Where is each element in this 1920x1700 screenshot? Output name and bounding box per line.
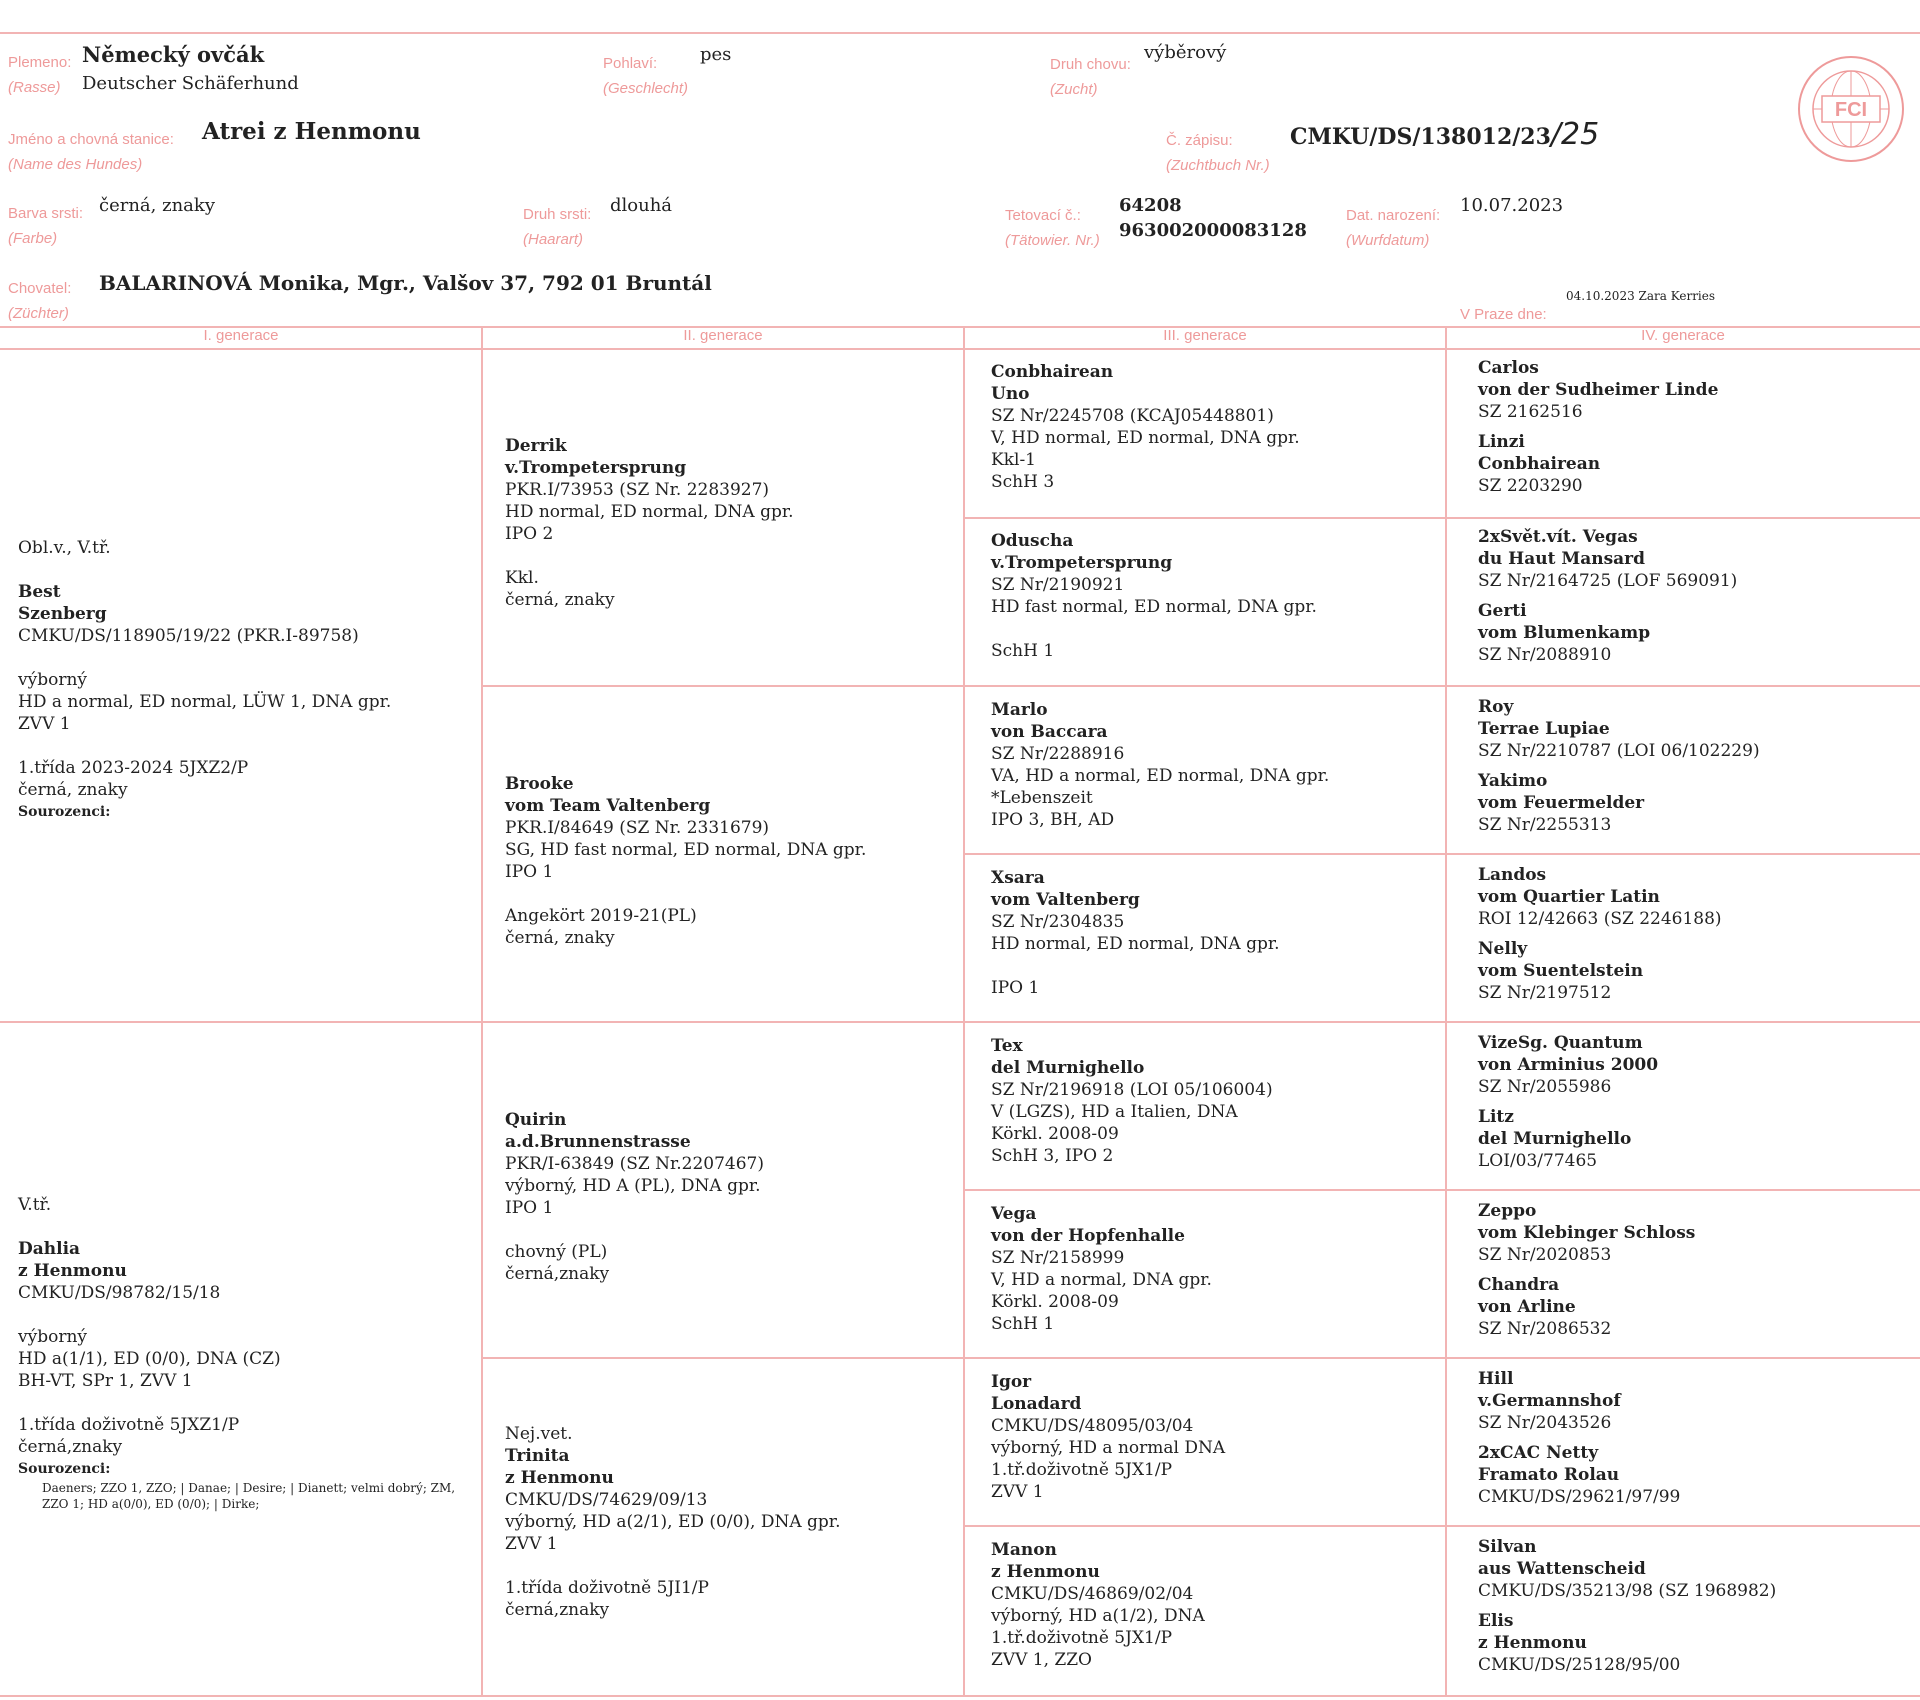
- studbook-number: CMKU/DS/138012/23/25: [1290, 117, 1600, 152]
- coat-type: dlouhá: [610, 195, 673, 216]
- gen-header-4: IV. generace: [1641, 327, 1725, 344]
- gen3-cell-4: Xsara vom Valtenberg SZ Nr/2304835 HD normal, ED normal, DNA gpr. IPO 1: [991, 868, 1280, 998]
- coat-color: černá, znaky: [99, 195, 215, 216]
- gen3-cell-5: Tex del Murnighello SZ Nr/2196918 (LOI 05/106004) V (LGZS), HD a Italien, DNA Körkl. 2008-09 SchH 3, IPO 2: [991, 1036, 1273, 1166]
- gen3-cell-3: Marlo von Baccara SZ Nr/2288916 VA, HD a normal, ED normal, DNA gpr. *Lebenszeit IPO 3, BH, AD: [991, 700, 1330, 830]
- gen3-cell-7: Igor Lonadard CMKU/DS/48095/03/04 výborný, HD a normal DNA 1.tř.doživotně 5JX1/P ZVV 1: [991, 1372, 1226, 1502]
- gen2-dam-sire: Quirin a.d.Brunnenstrasse PKR/I-63849 (SZ Nr.2207467) výborný, HD A (PL), DNA gpr. IPO 1 chovný (PL) černá,znaky: [505, 1110, 764, 1284]
- gen4-cell-3: Roy Terrae Lupiae SZ Nr/2210787 (LOI 06/102229) Yakimo vom Feuermelder SZ Nr/2255313: [1478, 697, 1760, 835]
- issued: 04.10.2023 Zara Kerries: [1566, 289, 1716, 303]
- top-border: [0, 32, 1920, 34]
- breeder-label: Chovatel: (Züchter): [8, 280, 72, 322]
- breeder: BALARINOVÁ Monika, Mgr., Valšov 37, 792 01 Bruntál: [99, 271, 712, 295]
- breeding-type: výběrový: [1144, 42, 1227, 63]
- gen4-cell-6: Zeppo vom Klebinger Schloss SZ Nr/2020853 Chandra von Arline SZ Nr/2086532: [1478, 1201, 1696, 1339]
- color-label: Barva srsti: (Farbe): [8, 205, 84, 247]
- gen3-cell-1: Conbhairean Uno SZ Nr/2245708 (KCAJ05448801) V, HD normal, ED normal, DNA gpr. Kkl-1 SchH 3: [991, 362, 1300, 492]
- gen2-dam-dam: Nej.vet. Trinita z Henmonu CMKU/DS/74629/09/13 výborný, HD a(2/1), ED (0/0), DNA gpr. ZVV 1 1.třída doživotně 5JI1/P černá,znaky: [505, 1424, 841, 1620]
- gen4-cell-1: Carlos von der Sudheimer Linde SZ 2162516 Linzi Conbhairean SZ 2203290: [1478, 358, 1719, 496]
- gen2-sire-sire: Derrik v.Trompetersprung PKR.I/73953 (SZ Nr. 2283927) HD normal, ED normal, DNA gpr. IPO 2 Kkl. černá, znaky: [505, 436, 794, 610]
- gen4-cell-5: VizeSg. Quantum von Arminius 2000 SZ Nr/2055986 Litz del Murnighello LOI/03/77465: [1478, 1033, 1659, 1171]
- gen4-cell-2: 2xSvět.vít. Vegas du Haut Mansard SZ Nr/2164725 (LOF 569091) Gerti vom Blumenkamp SZ Nr/2088910: [1478, 527, 1738, 665]
- gen-header-1: I. generace: [203, 327, 279, 344]
- gen2-sire-dam: Brooke vom Team Valtenberg PKR.I/84649 (SZ Nr. 2331679) SG, HD fast normal, ED normal, DNA gpr. IPO 1 Angekört 2019-21(PL) černá, znaky: [505, 774, 867, 948]
- studbook-label: Č. zápisu: (Zuchtbuch Nr.): [1166, 132, 1270, 174]
- breed-label: Plemeno: (Rasse): [8, 54, 72, 96]
- gen3-cell-6: Vega von der Hopfenhalle SZ Nr/2158999 V, HD a normal, DNA gpr. Körkl. 2008-09 SchH 1: [991, 1204, 1212, 1334]
- gen3-cell-8: Manon z Henmonu CMKU/DS/46869/02/04 výborný, HD a(1/2), DNA 1.tř.doživotně 5JX1/P ZVV 1, ZZO: [991, 1540, 1205, 1670]
- gen-header-2: II. generace: [683, 327, 763, 344]
- gen4-cell-4: Landos vom Quartier Latin ROI 12/42663 (SZ 2246188) Nelly vom Suentelstein SZ Nr/2197512: [1478, 865, 1722, 1003]
- gen-header-3: III. generace: [1163, 327, 1247, 344]
- sex-label: Pohlaví: (Geschlecht): [603, 55, 689, 97]
- dam: V.tř. Dahlia z Henmonu CMKU/DS/98782/15/18 výborný HD a(1/1), ED (0/0), DNA (CZ) BH-VT, SPr 1, ZVV 1 1.třída doživotně 5JXZ1/P černá,znaky Sourozenci: Daeners; ZZO 1, ZZO; | Danae; | Desire; | Dianett; velmi dobrý; ZM, ZZO 1; HD a(0/0), ED (0/0); | Dirke;: [18, 1195, 456, 1511]
- breeding-type-label: Druh chovu: (Zucht): [1050, 56, 1131, 98]
- fci-seal: [1796, 54, 1906, 164]
- coat-label: Druh srsti: (Haarart): [523, 206, 592, 248]
- date-of-birth: 10.07.2023: [1460, 195, 1564, 216]
- sire: Obl.v., V.tř. Best Szenberg CMKU/DS/118905/19/22 (PKR.I-89758) výborný HD a normal, ED normal, LÜW 1, DNA gpr. ZVV 1 1.třída 2023-2024 5JXZ2/P černá, znaky Sourozenci:: [18, 538, 392, 820]
- dog-name: Atrei z Henmonu: [202, 118, 421, 145]
- chip-number: 963002000083128: [1119, 220, 1307, 241]
- breed: Německý ovčák: [82, 42, 265, 67]
- issued-label: V Praze dne:: [1460, 306, 1547, 323]
- breed-de: Deutscher Schäferhund: [82, 73, 299, 94]
- sex: pes: [700, 44, 732, 65]
- gen3-cell-2: Oduscha v.Trompetersprung SZ Nr/2190921 HD fast normal, ED normal, DNA gpr. SchH 1: [991, 531, 1317, 661]
- gen4-cell-8: Silvan aus Wattenscheid CMKU/DS/35213/98 (SZ 1968982) Elis z Henmonu CMKU/DS/25128/95/00: [1478, 1537, 1777, 1675]
- gen4-cell-7: Hill v.Germannshof SZ Nr/2043526 2xCAC Netty Framato Rolau CMKU/DS/29621/97/99: [1478, 1369, 1681, 1507]
- seal-text: FCI: [1834, 99, 1868, 121]
- name-label: Jméno a chovná stanice: (Name des Hundes): [8, 131, 174, 173]
- tattoo-label: Tetovací č.: (Tätowier. Nr.): [1005, 207, 1100, 249]
- dob-label: Dat. narození: (Wurfdatum): [1346, 207, 1441, 249]
- studbook-handwritten: /25: [1550, 117, 1600, 152]
- tattoo-number: 64208: [1119, 195, 1182, 216]
